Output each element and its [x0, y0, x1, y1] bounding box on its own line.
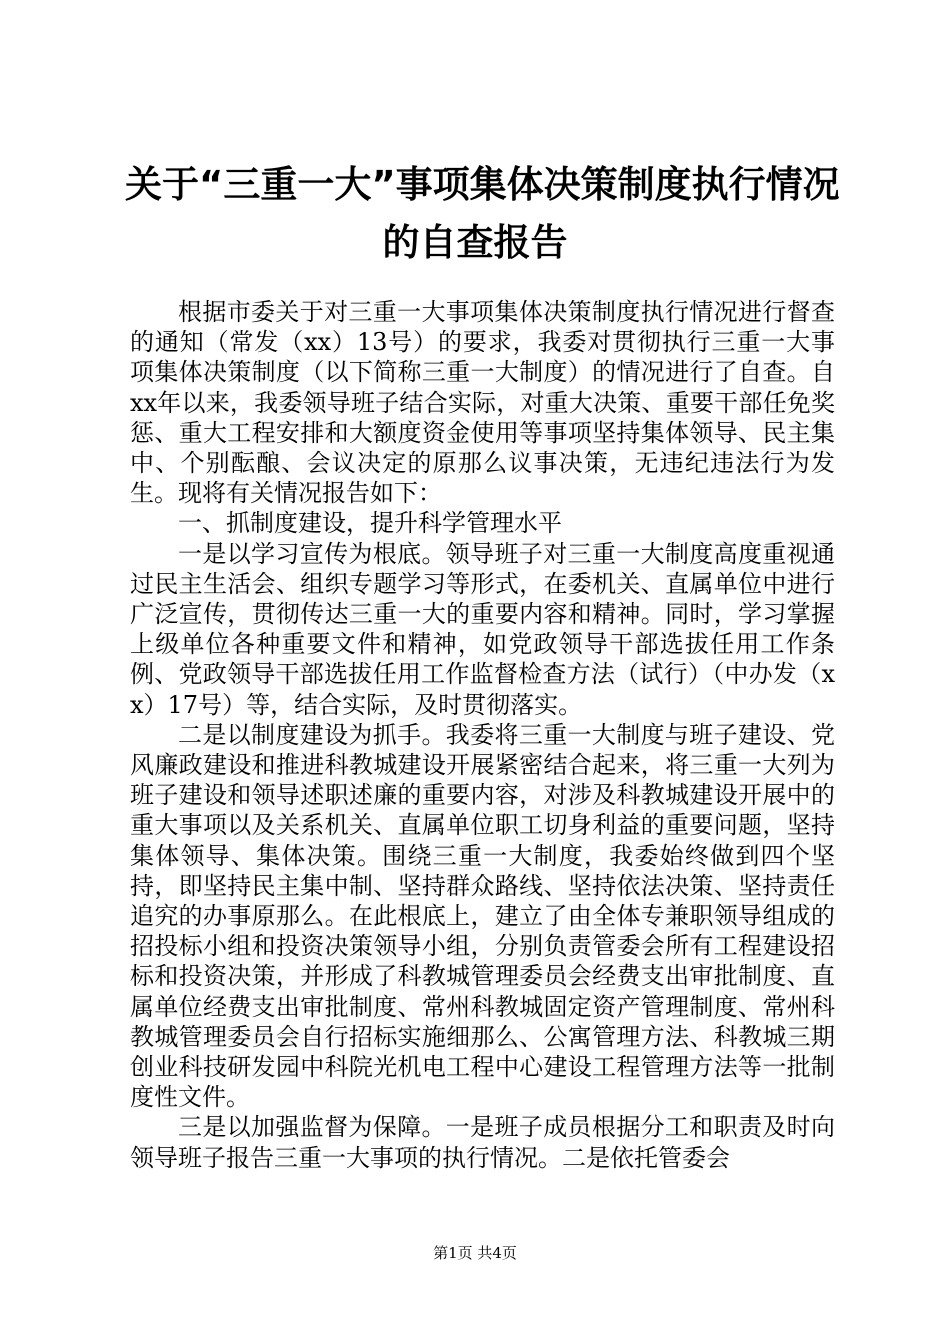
document-title-line-2: 的自查报告 [382, 221, 568, 264]
paragraph-point-3: 三是以加强监督为保障。一是班子成员根据分工和职责及时向领导班子报告三重一大事项的执行情况。二是依托管委会 [130, 1113, 835, 1172]
paragraph-intro: 根据市委关于对三重一大事项集体决策制度执行情况进行督查的通知（常发（xx）13号）的要求，我委对贯彻执行三重一大事项集体决策制度（以下简称三重一大制度）的情况进行了自查。自xx年以来，我委领导班子结合实际，对重大决策、重要干部任免奖惩、重大工程安排和大额度资金使用等事项坚持集体领导、民主集中、个别酝酿、会议决定的原那么议事决策，无违纪违法行为发生。现将有关情况报告如下： [130, 298, 835, 508]
page-footer: 第1页 共4页 [433, 1244, 517, 1262]
section-heading-1: 一、抓制度建设，提升科学管理水平 [178, 509, 562, 538]
document-body [130, 297, 835, 1173]
paragraph-point-2: 二是以制度建设为抓手。我委将三重一大制度与班子建设、党风廉政建设和推进科教城建设开展紧密结合起来，将三重一大列为班子建设和领导述职述廉的重要内容，对涉及科教城建设开展中的重大事项以及关系机关、直属单位职工切身利益的重要问题，坚持集体领导、集体决策。围绕三重一大制度，我委始终做到四个坚持，即坚持民主集中制、坚持群众路线、坚持依法决策、坚持责任追究的办事原那么。在此根底上，建立了由全体专兼职领导组成的招投标小组和投资决策领导小组，分别负责管委会所有工程建设招标和投资决策，并形成了科教城管理委员会经费支出审批制度、直属单位经费支出审批制度、常州科教城固定资产管理制度、常州科教城管理委员会自行招标实施细那么、公寓管理方法、科教城三期创业科技研发园中科院光机电工程中心建设工程管理方法等一批制度性文件。 [130, 720, 835, 1112]
document-title-line-1: 关于“三重一大”事项集体决策制度执行情况 [125, 163, 840, 206]
paragraph-point-1: 一是以学习宣传为根底。领导班子对三重一大制度高度重视通过民主生活会、组织专题学习等形式，在委机关、直属单位中进行广泛宣传，贯彻传达三重一大的重要内容和精神。同时，学习掌握上级单位各种重要文件和精神，如党政领导干部选拔任用工作条例、党政领导干部选拔任用工作监督检查方法（试行）（中办发（xx）17号）等，结合实际，及时贯彻落实。 [130, 539, 835, 719]
